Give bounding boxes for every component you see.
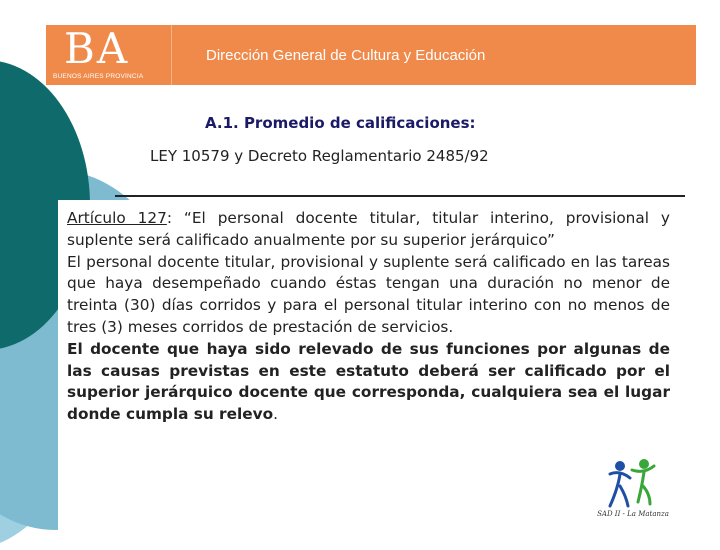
sad-logo <box>580 452 686 526</box>
paragraph-1: El personal docente titular, provisional y suplente será calificado en las tareas que haya desempeñado cuando éstas tengan una duración no menor de treinta (30) días corridos y para el personal titular interino con no menos de tres (3) meses corridos de prestación de servicios. <box>67 252 670 336</box>
article-text <box>67 208 670 426</box>
ba-logo-subtitle: BUENOS AIRES PROVINCIA <box>53 73 144 80</box>
sad-logo-caption: SAD II - La Matanza <box>597 510 669 518</box>
article-quote: : “El personal docente titular, titular interino, provisional y suplente será calificado anualmente por su superior jerárquico” <box>67 209 670 249</box>
divider-line <box>115 195 685 197</box>
paragraph-2-end: . <box>273 405 278 424</box>
ba-logo-text: BA <box>64 24 130 73</box>
article-label: Artículo 127 <box>67 209 167 227</box>
banner-title: Dirección General de Cultura y Educación <box>206 47 486 64</box>
section-heading: A.1. Promedio de calificaciones: <box>205 114 476 132</box>
people-figures-icon <box>588 456 678 512</box>
paragraph-2: El docente que haya sido relevado de sus funciones por algunas de las causas previstas en este estatuto deberá ser calificado por el superior jerárquico docente que corresponda, cualquiera sea el lugar donde cumpla su relevo <box>67 339 670 424</box>
law-reference: LEY 10579 y Decreto Reglamentario 2485/92 <box>150 147 489 165</box>
